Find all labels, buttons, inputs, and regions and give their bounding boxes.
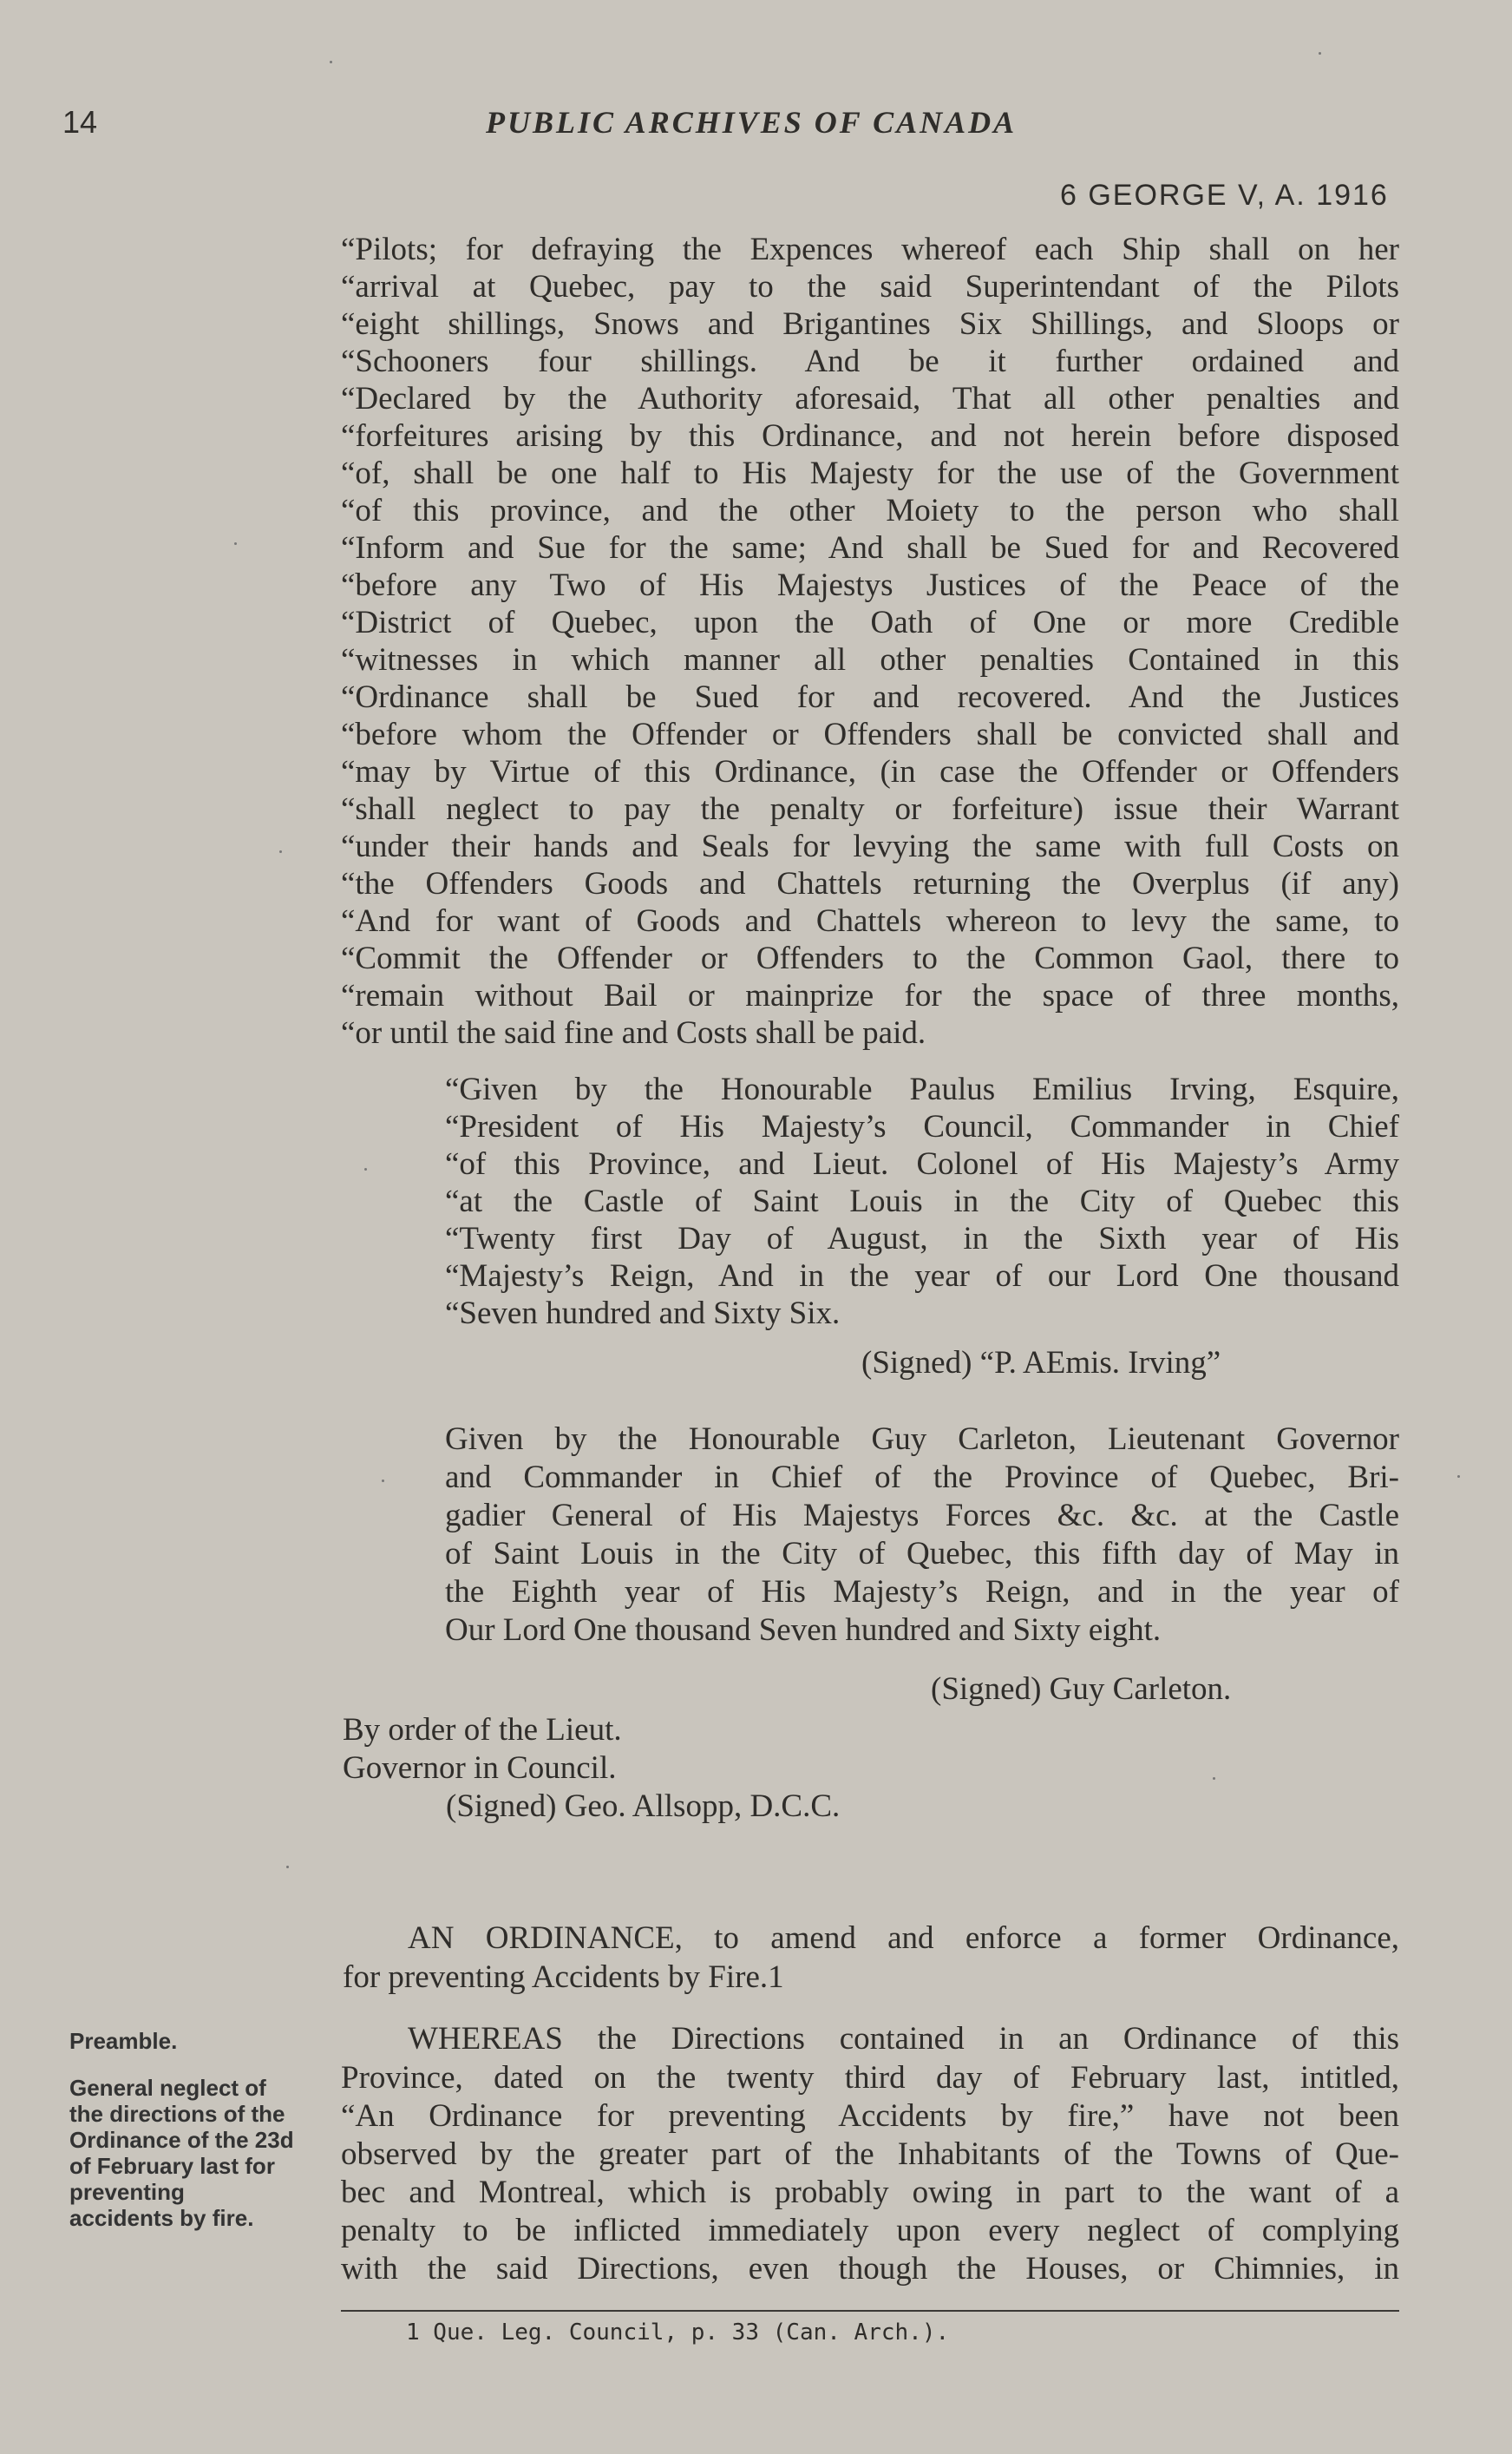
paper-speck [1213, 1777, 1215, 1780]
text-line: “before whom the Offender or Offenders shall be convicted shall and [341, 717, 1399, 752]
text-line: “Majesty’s Reign, And in the year of our Lord One thousand [445, 1258, 1399, 1294]
text-line: gadier General of His Majestys Forces &c. &c. at the Castle [445, 1498, 1399, 1533]
text-line: “Seven hundred and Sixty Six. [445, 1296, 841, 1331]
text-line: “at the Castle of Saint Louis in the City of Quebec this [445, 1184, 1399, 1219]
ordinance-title-continued: for preventing Accidents by Fire.1 [343, 1959, 784, 1995]
paper-speck [382, 1480, 384, 1482]
text-line: of Saint Louis in the City of Quebec, this fifth day of May in [445, 1536, 1399, 1571]
text-line: “remain without Bail or mainprize for the space of three months, [341, 978, 1399, 1014]
paper-speck [364, 1168, 367, 1171]
paper-speck [1319, 52, 1321, 55]
text-line: “Schooners four shillings. And be it further ordained and [341, 344, 1399, 379]
text-line: “Given by the Honourable Paulus Emilius Irving, Esquire, [445, 1072, 1399, 1107]
text-line: “Ordinance shall be Sued for and recovered. And the Justices [341, 679, 1399, 715]
paper-speck [1457, 1475, 1460, 1478]
margin-note-preamble: Preamble. [69, 2028, 178, 2054]
text-line: with the said Directions, even though the Houses, or Chimnies, in [341, 2251, 1399, 2287]
text-line: observed by the greater part of the Inhabitants of the Towns of Que- [341, 2136, 1399, 2172]
text-line: and Commander in Chief of the Province of Quebec, Bri- [445, 1460, 1399, 1495]
text-line: Province, dated on the twenty third day of February last, intitled, [341, 2060, 1399, 2096]
text-line: “Inform and Sue for the same; And shall be Sued for and Recovered [341, 530, 1399, 566]
text-line: “And for want of Goods and Chattels whereon to levy the same, to [341, 903, 1399, 939]
by-order-line: Governor in Council. [343, 1750, 617, 1786]
text-line: “or until the said fine and Costs shall be paid. [341, 1015, 926, 1051]
text-line: bec and Montreal, which is probably owing in part to the want of a [341, 2175, 1399, 2210]
text-line: “An Ordinance for preventing Accidents by fire,” have not been [341, 2098, 1399, 2134]
ordinance-title: AN ORDINANCE, to amend and enforce a former Ordinance, [408, 1920, 1399, 1956]
irving-signature: (Signed) “P. AEmis. Irving” [861, 1345, 1221, 1381]
text-line: WHEREAS the Directions contained in an Ordinance of this [408, 2021, 1399, 2057]
text-line: “President of His Majesty’s Council, Commander in Chief [445, 1109, 1399, 1145]
text-line: “eight shillings, Snows and Brigantines Six Shillings, and Sloops or [341, 306, 1399, 342]
footnote-rule [341, 2310, 1399, 2312]
margin-note-general-neglect: General neglect of the directions of the Ordinance of the 23d of February last for preventing accidents by fire. [69, 2075, 294, 2231]
text-line: “shall neglect to pay the penalty or forfeiture) issue their Warrant [341, 791, 1399, 827]
text-line: “under their hands and Seals for levying the same with full Costs on [341, 829, 1399, 864]
text-line: “witnesses in which manner all other penalties Contained in this [341, 642, 1399, 678]
text-line: “the Offenders Goods and Chattels returning the Overplus (if any) [341, 866, 1399, 902]
footnote: 1 Que. Leg. Council, p. 33 (Can. Arch.). [406, 2319, 950, 2346]
page-number: 14 [62, 104, 98, 140]
allsopp-signature: (Signed) Geo. Allsopp, D.C.C. [446, 1788, 841, 1824]
running-title: PUBLIC ARCHIVES OF CANADA [486, 105, 1018, 140]
session-reference: 6 GEORGE V, A. 1916 [1060, 179, 1389, 212]
text-line: “before any Two of His Majestys Justices of the Peace of the [341, 568, 1399, 603]
paper-speck [330, 61, 332, 63]
text-line: “of this Province, and Lieut. Colonel of His Majesty’s Army [445, 1146, 1399, 1182]
text-line: “Pilots; for defraying the Expences whereof each Ship shall on her [341, 232, 1399, 267]
text-line: the Eighth year of His Majesty’s Reign, and in the year of [445, 1574, 1399, 1610]
paper-speck [279, 850, 282, 853]
text-line: “Commit the Offender or Offenders to the Common Gaol, there to [341, 941, 1399, 976]
paper-speck [234, 542, 237, 545]
carleton-signature: (Signed) Guy Carleton. [931, 1671, 1232, 1707]
text-line: Our Lord One thousand Seven hundred and Sixty eight. [445, 1612, 1162, 1648]
text-line: “arrival at Quebec, pay to the said Superintendant of the Pilots [341, 269, 1399, 305]
text-line: penalty to be inflicted immediately upon every neglect of complying [341, 2213, 1399, 2248]
text-line: “may by Virtue of this Ordinance, (in case the Offender or Offenders [341, 754, 1399, 790]
text-line: “of this province, and the other Moiety to the person who shall [341, 493, 1399, 528]
by-order-line: By order of the Lieut. [343, 1712, 622, 1748]
paper-speck [286, 1866, 289, 1868]
text-line: “forfeitures arising by this Ordinance, and not herein before disposed [341, 418, 1399, 454]
text-line: “Declared by the Authority aforesaid, That all other penalties and [341, 381, 1399, 417]
text-line: “District of Quebec, upon the Oath of One or more Credible [341, 605, 1399, 640]
text-line: “Twenty first Day of August, in the Sixth year of His [445, 1221, 1399, 1257]
text-line: “of, shall be one half to His Majesty for the use of the Government [341, 456, 1399, 491]
text-line: Given by the Honourable Guy Carleton, Lieutenant Governor [445, 1421, 1399, 1457]
